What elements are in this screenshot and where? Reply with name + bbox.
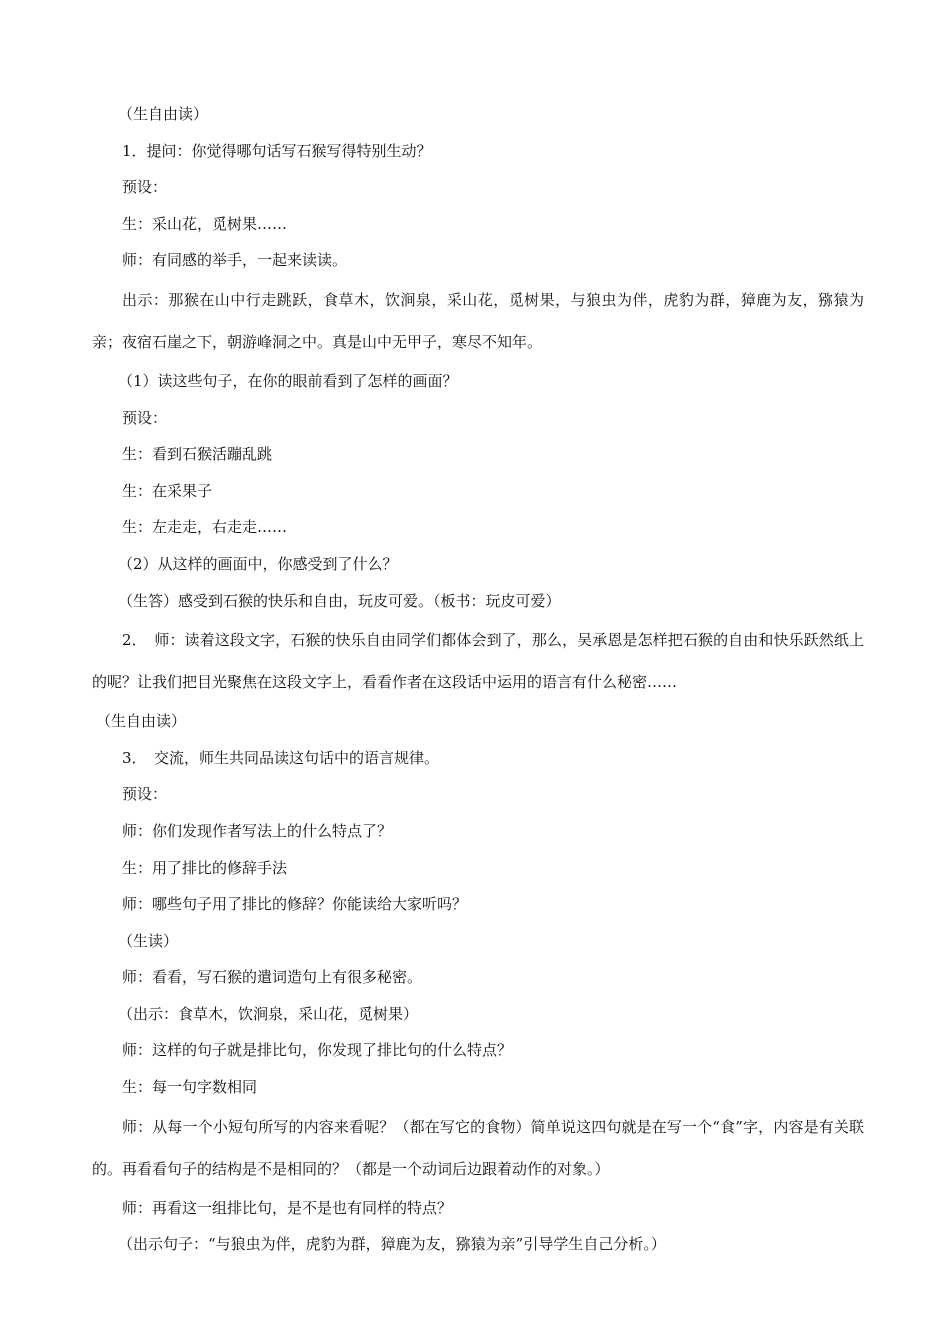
paragraph-subquestion-1: （1）读这些句子，在你的眼前看到了怎样的画面？	[118, 371, 458, 390]
paragraph-teacher-6: 师：从每一个小短句所写的内容来看呢？（都在写它的食物）简单说这四句就是在写一个“食”字，内容是有关联的。再看看句子的结构是不是相同的？（都是一个动词后边跟着动作的对象。）	[92, 1117, 864, 1178]
document-body	[92, 96, 864, 1263]
paragraph-show-sentence: （出示句子：“与狼虫为伴，虎豹为群，獐鹿为友，猕猿为亲”引导学生自己分析。）	[118, 1235, 666, 1254]
paragraph-preset-2: 预设：	[122, 408, 168, 427]
paragraph-subquestion-2: （2）从这样的画面中，你感受到了什么？	[118, 554, 398, 573]
paragraph-show-phrases: （出示：食草木，饮涧泉，采山花，觅树果）	[118, 1004, 419, 1023]
paragraph-preset-3: 预设：	[122, 785, 168, 804]
paragraph-student-reads: （生读）	[118, 931, 179, 950]
paragraph-show-passage: 出示：那猴在山中行走跳跃，食草木，饮涧泉，采山花，觅树果，与狼虫为伴，虎豹为群，獐鹿为友，猕猿为亲；夜宿石崖之下，朝游峰洞之中。真是山中无甲子，寒尽不知年。	[92, 290, 864, 351]
paragraph-question-3: 3． 交流，师生共同品读这句话中的语言规律。	[122, 748, 440, 767]
paragraph-preset-1: 预设：	[122, 178, 168, 197]
paragraph-question-2: 2． 师：读着这段文字，石猴的快乐自由同学们都体会到了，那么，吴承恩是怎样把石猴的自由和快乐跃然纸上的呢？让我们把目光聚焦在这段文字上，看看作者在这段话中运用的语言有什么秘密……	[92, 631, 864, 692]
paragraph-student-answer-4: 生：左走走，右走走……	[122, 518, 288, 537]
paragraph-student-answer-1: 生：采山花，觅树果……	[122, 214, 288, 233]
paragraph-teacher-5: 师：这样的句子就是排比句，你发现了排比句的什么特点？	[122, 1041, 513, 1060]
paragraph-student-answer-6: 生：每一句字数相同	[122, 1078, 258, 1097]
paragraph-teacher-2: 师：你们发现作者写法上的什么特点了？	[122, 821, 393, 840]
paragraph-student-answer-2: 生：看到石猴活蹦乱跳	[122, 445, 273, 464]
paragraph-teacher-4: 师：看看，写石猴的遣词造句上有很多秘密。	[122, 968, 423, 987]
paragraph-free-reading: （生自由读）	[118, 105, 209, 123]
paragraph-teacher-1: 师：有同感的举手，一起来读读。	[122, 251, 348, 270]
paragraph-question-1: 1．提问：你觉得哪句话写石猴写得特别生动？	[122, 141, 432, 160]
paragraph-student-reply: （生答）感受到石猴的快乐和自由，玩皮可爱。（板书：玩皮可爱）	[118, 591, 561, 610]
paragraph-student-answer-5: 生：用了排比的修辞手法	[122, 858, 288, 877]
paragraph-teacher-3: 师：哪些句子用了排比的修辞？你能读给大家听吗？	[122, 895, 468, 914]
paragraph-free-reading-2: （生自由读）	[96, 712, 187, 731]
paragraph-student-answer-3: 生：在采果子	[122, 481, 213, 500]
paragraph-teacher-7: 师：再看这一组排比句，是不是也有同样的特点？	[122, 1198, 453, 1217]
